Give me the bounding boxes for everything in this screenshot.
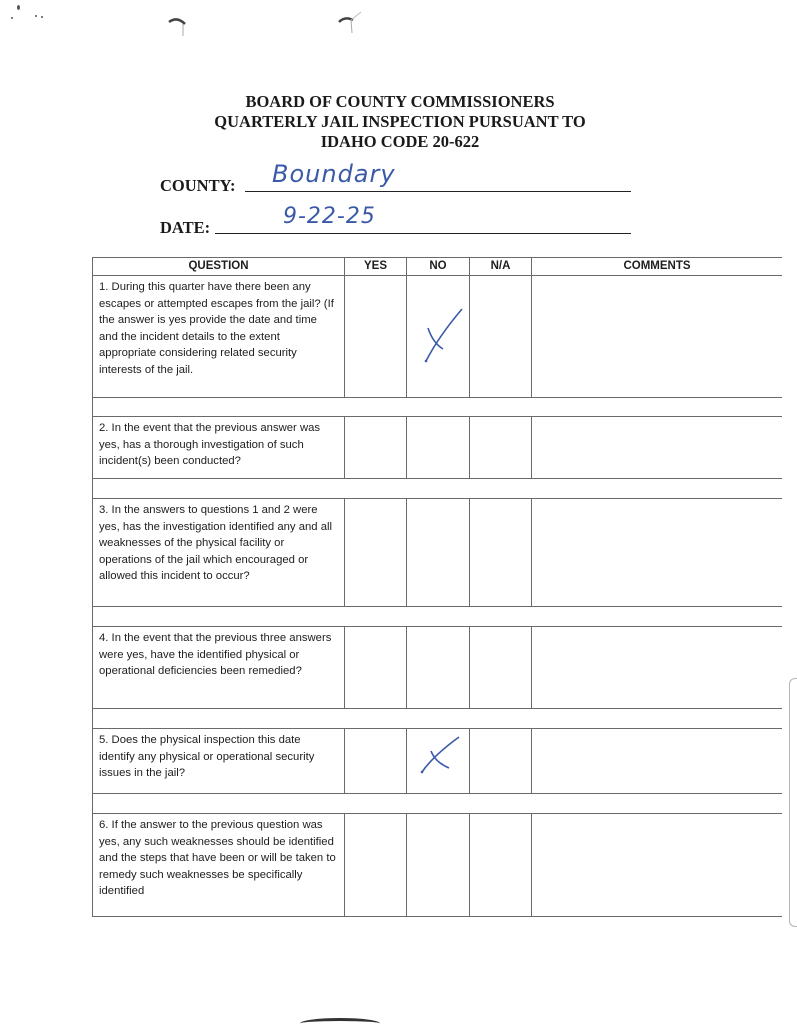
no-cell[interactable] xyxy=(407,814,470,917)
no-cell[interactable] xyxy=(407,417,470,479)
header-no: NO xyxy=(407,258,470,276)
yes-cell[interactable] xyxy=(345,417,407,479)
title-line-3: IDAHO CODE 20-622 xyxy=(320,132,480,151)
comments-cell[interactable] xyxy=(532,499,783,607)
yes-cell[interactable] xyxy=(345,499,407,607)
question-text: 4. In the event that the previous three answers were yes, have the identified physical or operational deficiencies been remedied? xyxy=(99,632,332,677)
county-value[interactable]: Boundary xyxy=(272,160,396,188)
title-line-1: BOARD OF COUNTY COMMISSIONERS xyxy=(245,92,555,111)
yes-cell[interactable] xyxy=(345,814,407,917)
county-underline xyxy=(245,191,631,192)
row-spacer xyxy=(93,607,783,627)
scan-speck xyxy=(11,17,13,19)
na-cell[interactable] xyxy=(470,627,532,709)
county-label: COUNTY: xyxy=(160,176,236,195)
no-cell[interactable] xyxy=(407,627,470,709)
date-value[interactable]: 9-22-25 xyxy=(283,204,376,229)
no-cell[interactable] xyxy=(407,276,470,398)
yes-cell[interactable] xyxy=(345,627,407,709)
date-label: DATE: xyxy=(160,218,211,237)
row-spacer xyxy=(93,709,783,729)
header-question: QUESTION xyxy=(93,258,345,276)
table-header-row xyxy=(93,258,783,276)
header-yes: YES xyxy=(345,258,407,276)
table-row xyxy=(93,417,783,479)
date-underline xyxy=(215,233,631,234)
question-text: 1. During this quarter have there been any escapes or attempted escapes from the jail? (If the answer is yes provide the date and time and the incident details to the extent appropriate considering related security interests of the jail. xyxy=(99,281,334,376)
header-na: N/A xyxy=(470,258,532,276)
no-cell[interactable] xyxy=(407,729,470,794)
question-text: 6. If the answer to the previous question was yes, any such weaknesses should be identified and the steps that have been or will be taken to remedy such weaknesses be specifically identified xyxy=(99,819,336,897)
form-title xyxy=(150,92,650,152)
na-cell[interactable] xyxy=(470,417,532,479)
question-text: 5. Does the physical inspection this date identify any physical or operational security issues in the jail? xyxy=(99,734,315,779)
table-row xyxy=(93,814,783,917)
hole-punch-mark-left xyxy=(165,10,189,40)
x-mark-icon xyxy=(421,301,463,367)
no-cell[interactable] xyxy=(407,499,470,607)
na-cell[interactable] xyxy=(470,499,532,607)
na-cell[interactable] xyxy=(470,276,532,398)
table-row xyxy=(93,499,783,607)
comments-cell[interactable] xyxy=(532,729,783,794)
hole-punch-mark-right xyxy=(335,8,365,38)
question-cell xyxy=(93,814,345,917)
question-text: 2. In the event that the previous answer was yes, has a thorough investigation of such incident(s) been conducted? xyxy=(99,422,321,467)
table-row xyxy=(93,729,783,794)
scan-speck xyxy=(41,16,43,18)
row-spacer xyxy=(93,398,783,417)
yes-cell[interactable] xyxy=(345,729,407,794)
question-cell xyxy=(93,627,345,709)
comments-cell[interactable] xyxy=(532,276,783,398)
table-row xyxy=(93,627,783,709)
row-spacer xyxy=(93,794,783,814)
table-row xyxy=(93,276,783,398)
title-line-2: QUARTERLY JAIL INSPECTION PURSUANT TO xyxy=(214,112,586,131)
question-cell xyxy=(93,499,345,607)
question-cell xyxy=(93,417,345,479)
x-mark-icon xyxy=(419,734,463,778)
question-text: 3. In the answers to questions 1 and 2 were yes, has the investigation identified any and all weaknesses of the physical facility or operations of the jail which encouraged or allowed this incident to occur? xyxy=(99,504,332,582)
scan-speck xyxy=(17,5,20,10)
page-edge-bracket xyxy=(789,678,797,927)
row-spacer xyxy=(93,479,783,499)
question-cell xyxy=(93,729,345,794)
comments-cell[interactable] xyxy=(532,814,783,917)
comments-cell[interactable] xyxy=(532,627,783,709)
question-cell xyxy=(93,276,345,398)
na-cell[interactable] xyxy=(470,814,532,917)
comments-cell[interactable] xyxy=(532,417,783,479)
scan-speck xyxy=(35,15,37,17)
header-comments: COMMENTS xyxy=(532,258,783,276)
yes-cell[interactable] xyxy=(345,276,407,398)
na-cell[interactable] xyxy=(470,729,532,794)
inspection-table xyxy=(92,257,782,917)
